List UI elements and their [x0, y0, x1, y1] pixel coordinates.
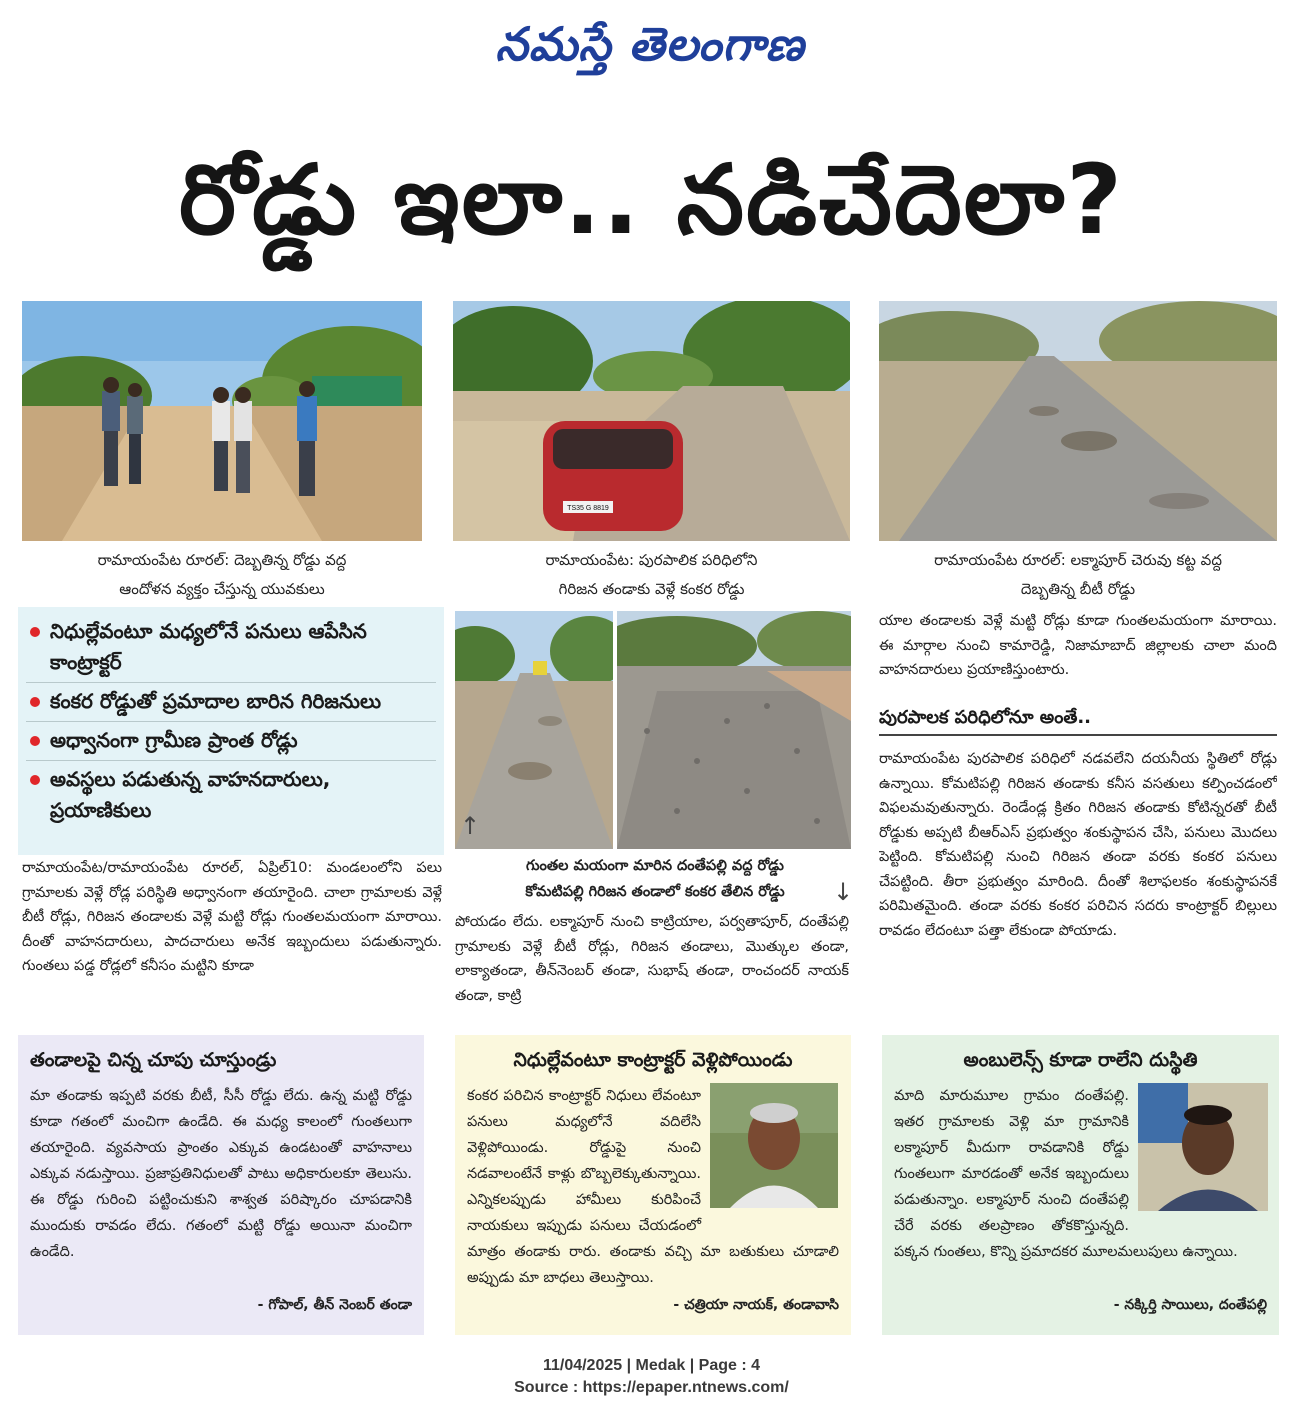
highlight-item	[26, 722, 436, 761]
highlight-text: అధ్వానంగా గ్రామీణ ప్రాంత రోడ్లు	[50, 728, 298, 752]
subhead-divider	[879, 734, 1277, 736]
source-line	[0, 1377, 1303, 1399]
source-label: Source :	[514, 1379, 583, 1396]
highlight-text: కంకర రోడ్డుతో ప్రమాదాల బారిన గిరిజనులు	[50, 689, 382, 713]
article-col2: పోయడం లేదు. లక్మాపూర్ నుంచి కాట్రియాల, పర్వతాపూర్, దంతేపల్లి గ్రామాలకు వెళ్లే బీటీ రోడ్లు, గిరిజన తండాలు, మొత్కుల తండా, లాక్యాతండా, తీన్‌నెంబర్ తండా, సుభాష్ తండా, రాంచందర్ నాయక్ తండా, కాట్రి	[455, 914, 849, 1004]
car-plate-text: TS35 G 8819	[567, 505, 609, 512]
photo-gravel-road-tanda	[617, 611, 851, 849]
quote-box-title: అంబులెన్స్ కూడా రాలేని దుస్థితి	[963, 1049, 1198, 1071]
quote-box-title: తండాలపై చిన్న చూపు చూస్తుండ్రు	[30, 1049, 277, 1071]
quote-box-body: కంకర పరిచిన కాంట్రాక్టర్ నిధులు లేవంటూ పనులు మధ్యలోనే వదిలేసి వెళ్లిపోయిండు. రోడ్డుపై నుంచి నడవాలంటేనే కాళ్లు బొబ్బలెక్కుతున్నాయి. ఎన్నికలప్పుడు హామీలు కురిపించే నాయకులు ఇప్పుడు పనులు చేయడంలో మాత్రం తండాకు రారు. తండాకు వచ్చి మా బతుకులు చూడాలి అప్పుడు మా బాధలు తెలుస్తాయి.	[467, 1088, 839, 1286]
photo-caption-1-line1: రామాయంపేట రూరల్: దెబ్బతిన్న రోడ్డు వద్ద	[97, 551, 347, 569]
highlight-text: నిధుల్లేవంటూ మధ్యలోనే పనులు ఆపేసిన కాంట్రాక్టర్	[50, 619, 367, 674]
highlight-item	[26, 613, 436, 683]
bullet-dot-icon	[30, 775, 40, 785]
photo-gravel-road-car	[453, 301, 850, 541]
highlight-text: అవస్థలు పడుతున్న వాహనదారులు, ప్రయాణికులు	[50, 767, 331, 822]
photo-caption-1-line2: ఆందోళన వ్యక్తం చేస్తున్న యువకులు	[119, 580, 325, 598]
article-col3-top: యాల తండాలకు వెళ్లే మట్టి రోడ్లు కూడా గుంతలమయంగా మారాయి. ఈ మార్గాల నుంచి కామారెడ్డి, నిజామాబాద్ జిల్లాలకు చాలా మంది వాహనదారులు ప్రయాణిస్తుంటారు.	[879, 613, 1277, 678]
headline: రోడ్డు ఇలా.. నడిచేదెలా?	[179, 144, 1124, 256]
bullet-dot-icon	[30, 627, 40, 637]
page-footer	[0, 1355, 1303, 1399]
photo-caption-3	[879, 546, 1277, 604]
photo-damaged-bt-road	[879, 301, 1277, 541]
quote-box-signature: - నక్కిర్తి సాయిలు, దంతేపల్లి	[1113, 1297, 1267, 1313]
mid-caption-line1: గుంతల మయంగా మారిన దంతేపల్లి వద్ద రోడ్డు	[526, 858, 784, 874]
quote-box-signature: - చత్రియా నాయక్, తండావాసి	[673, 1297, 839, 1313]
arrow-down-icon: ↓	[833, 878, 854, 906]
quote-box-body: మా తండాకు ఇప్పటి వరకు బీటీ, సీసీ రోడ్డు లేదు. ఉన్న మట్టి రోడ్డు కూడా గతంలో మంచిగా ఉండేది. ఈ మధ్య కాలంలో గుంతలుగా తయారైంది. వ్యవసాయ ప్రాంతం ఎక్కువ ఉండటంతో వాహనాలు ఎక్కువ నడుస్తాయి. ప్రజాప్రతినిధులతో పాటు అధికారులకూ తెలుసు. ఈ రోడ్డు గురించి పట్టించుకుని శాశ్వత పరిష్కారం చూపడానికి ముందుకు రావడం లేదు. గతంలో మట్టి రోడ్డు అయినా మంచిగా ఉండేది.	[30, 1088, 412, 1260]
highlight-item	[26, 683, 436, 722]
quote-box-chatriya	[455, 1035, 851, 1335]
highlight-item	[26, 761, 436, 830]
quote-box-body: మాది మారుమూల గ్రామం దంతేపల్లి. ఇతర గ్రామాలకు వెళ్లి మా గ్రామానికి లక్మాపూర్ మీదుగా రావడానికి రోడ్డు గుంతలుగా మారడంతో అనేక ఇబ్బందులు పడుతున్నాం. లక్మాపూర్ నుంచి దంతేపల్లి చేరే వరకు తలప్రాణం తోకకొస్తున్నది. పక్కన గుంతలు, కొన్ని ప్రమాదకర మూలమలుపులు ఉన్నాయి.	[894, 1088, 1238, 1260]
photo-caption-2-line1: రామాయంపేట: పురపాలిక పరిధిలోని	[545, 551, 758, 569]
newspaper-logo: నమస్తే తెలంగాణ	[495, 17, 805, 71]
quote-box-gopal	[18, 1035, 424, 1335]
article-col3-body: రామాయంపేట పురపాలిక పరిధిలో నడవలేని దయనీయ స్థితిలో రోడ్లు ఉన్నాయి. కోమటిపల్లి గిరిజన తండాకు కనీస వసతులు కల్పించడంలో విఫలమవుతున్నారు. రెండేండ్ల క్రితం గిరిజన తండాకు కోటిన్నరతో బీటీ రోడ్డుకు అప్పటి బీఆర్‌ఎస్ ప్రభుత్వం శంకుస్థాపన చేసి, పనులు మొదలు పెట్టింది. కోమటిపల్లి నుంచి గిరిజన తండా వరకు కంకర పనులు చేపట్టింది. తీరా ప్రభుత్వం మారింది. దీంతో శిలాఫలకం శంకుస్థాపనకే పరిమితమైంది. తండా వరకు కంకర పరిచిన సదరు కాంట్రాక్టర్ బిల్లులు రావడం లేదంటూ పత్తా లేకుండా పోయాడు.	[879, 751, 1277, 939]
edition-info: 11/04/2025 | Medak | Page : 4	[542, 1357, 761, 1374]
arrow-up-icon: ↑	[460, 812, 481, 840]
highlights-box	[18, 607, 444, 855]
quote-box-sailu	[882, 1035, 1279, 1335]
article-col3-subhead: పురపాలక పరిధిలోనూ అంతే..	[879, 707, 1092, 728]
photo-caption-3-line1: రామాయంపేట రూరల్: లక్మాపూర్ చెరువు కట్ట వద్ద	[934, 551, 1222, 569]
mid-caption-line2: కోమటిపల్లి గిరిజన తండాలో కంకర తేలిన రోడ్డు	[525, 884, 785, 900]
photo-caption-1	[22, 546, 422, 604]
source-link[interactable]: https://epaper.ntnews.com/	[582, 1379, 789, 1396]
photo-caption-2	[453, 546, 850, 604]
photo-caption-2-line2: గిరిజన తండాకు వెళ్లే కంకర రోడ్డు	[558, 580, 745, 598]
photo-caption-3-line2: దెబ్బతిన్న బీటీ రోడ్డు	[1020, 580, 1136, 598]
article-col1: రామాయంపేట/రామాయంపేట రూరల్, ఏప్రిల్10: మండలంలోని పలు గ్రామాలకు వెళ్లే రోడ్ల పరిస్థితి అధ్వానంగా తయారైంది. చాలా గ్రామాలకు వెళ్లే బీటీ రోడ్లు, గిరిజన తండాలకు వెళ్లే మట్టి రోడ్లు గుంతలమయంగా మారాయి. దీంతో వాహనదారులు, పాదచారులు అనేక ఇబ్బందులు పడుతున్నారు. గుంతలు పడ్డ రోడ్లలో కనీసం మట్టిని కూడా	[22, 860, 442, 974]
quote-box-title: నిధుల్లేవంటూ కాంట్రాక్టర్ వెళ్లిపోయిండు	[513, 1049, 793, 1071]
quote-box-signature: - గోపాల్, తీన్ నెంబర్ తండా	[257, 1297, 412, 1313]
bullet-dot-icon	[30, 736, 40, 746]
photo-youths-protest	[22, 301, 422, 541]
mid-photo-captions	[470, 853, 840, 905]
bullet-dot-icon	[30, 697, 40, 707]
